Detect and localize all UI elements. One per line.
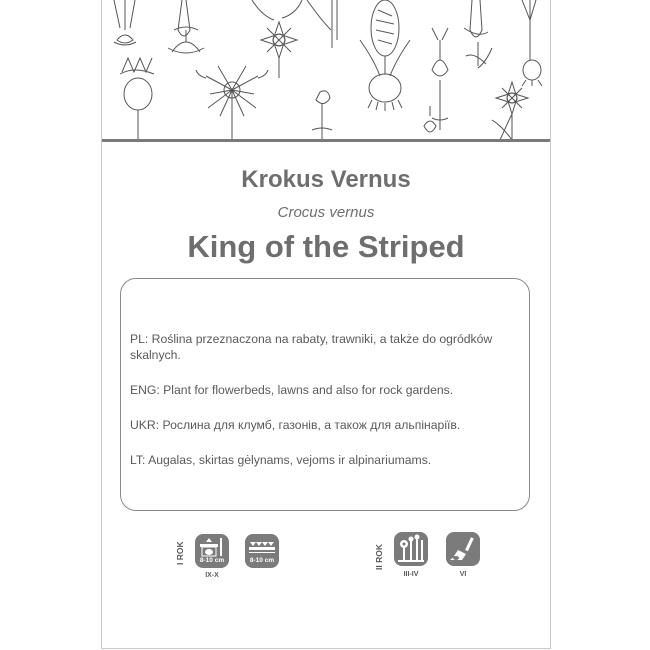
- description-eng: ENG: Plant for flowerbeds, lawns and also for rock gardens.: [130, 383, 454, 397]
- cultivar-name: King of the Striped: [187, 229, 465, 264]
- narcissus-illustration: [252, 0, 302, 78]
- bulb-illustration: [114, 0, 136, 45]
- allium-illustration: [120, 58, 154, 140]
- year1-planting-month: IX-X: [205, 572, 219, 579]
- flowering-icon: [394, 532, 428, 566]
- planting-depth-caption: 8-10 cm: [199, 557, 225, 564]
- description-box: [120, 278, 530, 511]
- hyacinth-illustration: [312, 91, 332, 140]
- description-lt: LT: Augalas, skirtas gėlynams, vejoms ir alpinariumams.: [130, 453, 432, 467]
- year2-flowering-month: III-IV: [403, 571, 419, 578]
- spacing-caption: 8-10 cm: [249, 557, 275, 564]
- bulb-illustration: [432, 28, 448, 130]
- year2-label: II ROK: [374, 544, 384, 570]
- latin-name: Crocus vernus: [277, 204, 375, 221]
- digging-icon: [446, 532, 480, 566]
- stem-illustration: [522, 0, 542, 86]
- iris-illustration: [464, 0, 492, 68]
- hyacinth-illustration: [360, 0, 410, 111]
- common-name: Krokus Vernus: [241, 166, 411, 193]
- seed-packet-card: [101, 0, 551, 649]
- description-pl: PL: Roślina przeznaczona na rabaty, trawniki, a także do ogródków skalnych.: [130, 332, 493, 362]
- year2-digging-month: VI: [459, 571, 467, 578]
- botanical-illustration: [102, 0, 550, 142]
- illustration-divider: [102, 139, 550, 142]
- crocus-illustration: [168, 0, 204, 53]
- planting-depth-icon: [195, 534, 229, 568]
- crown-imperial-illustration: [196, 66, 268, 140]
- description-ukr: UKR: Рослина для клумб, газонів, а також для альпінаріїв.: [130, 418, 461, 432]
- year1-label: I ROK: [175, 541, 185, 565]
- narcissus-illustration: [492, 82, 528, 140]
- stems-illustration: [307, 0, 337, 48]
- spacing-icon: [245, 534, 279, 568]
